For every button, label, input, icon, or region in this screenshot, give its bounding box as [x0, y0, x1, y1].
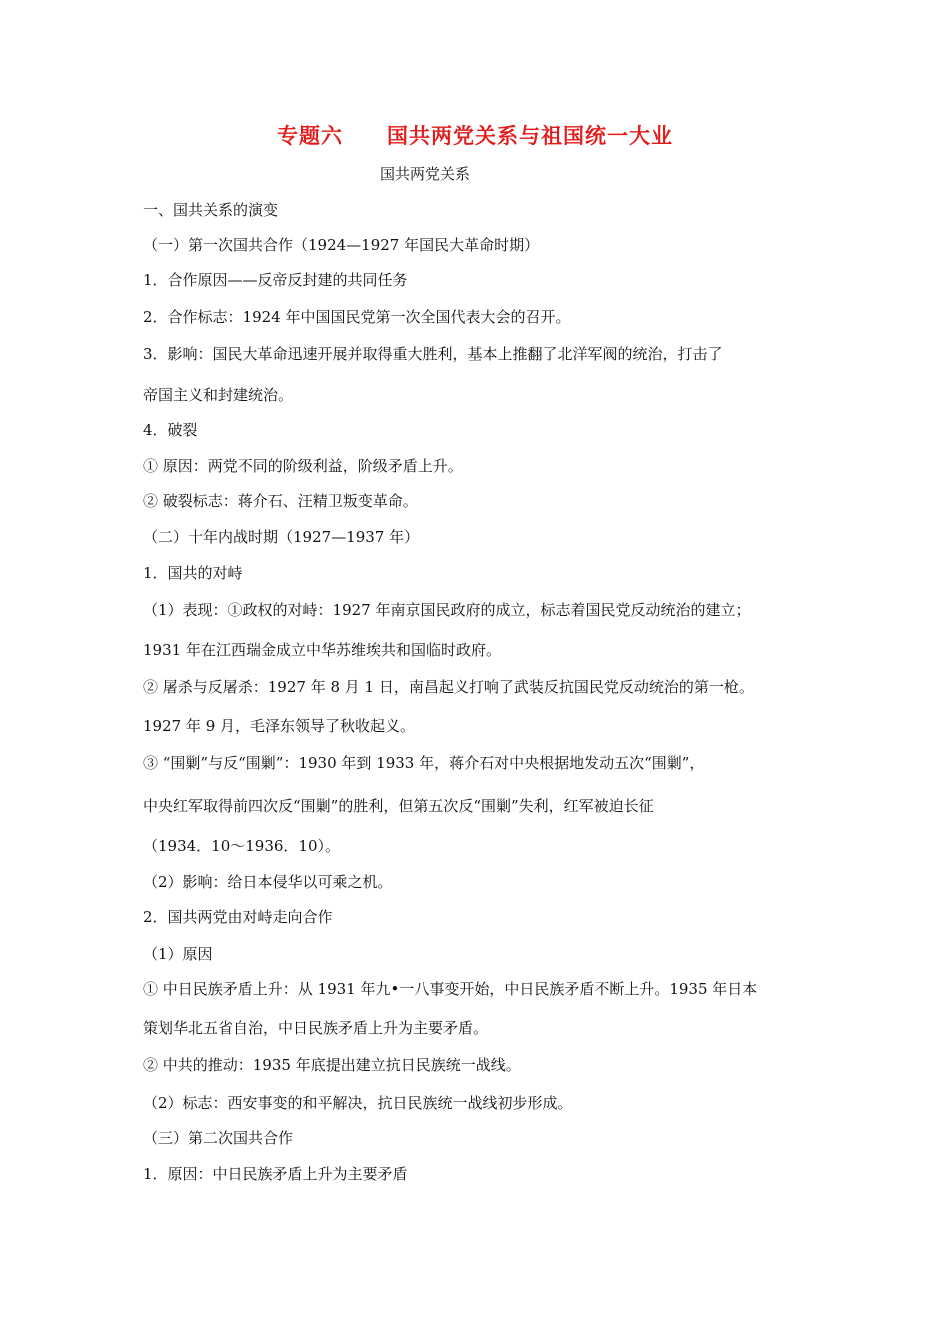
text-line: 2．国共两党由对峙走向合作: [143, 908, 333, 926]
text-line: （2）影响：给日本侵华以可乘之机。: [143, 873, 393, 891]
document-subtitle: 国共两党关系: [380, 165, 471, 183]
text-line: ② 中共的推动：1935 年底提出建立抗日民族统一战线。: [143, 1056, 521, 1074]
text-line: 1．原因：中日民族矛盾上升为主要矛盾: [143, 1165, 408, 1183]
text-line: ② 破裂标志：蒋介石、汪精卫叛变革命。: [143, 492, 418, 510]
text-line: 策划华北五省自治，中日民族矛盾上升为主要矛盾。: [143, 1019, 489, 1037]
text-line: 1．国共的对峙: [143, 564, 243, 582]
text-line: 1927 年 9 月，毛泽东领导了秋收起义。: [143, 717, 416, 735]
text-line: ③ “围剿”与反“围剿”：1930 年到 1933 年，蒋介石对中央根据地发动五次“围剿”，: [143, 754, 705, 772]
text-line: ① 中日民族矛盾上升：从 1931 年九•一八事变开始，中日民族矛盾不断上升。1935 年日本: [143, 980, 758, 998]
text-line: ① 原因：两党不同的阶级利益，阶级矛盾上升。: [143, 457, 463, 475]
text-line: 中央红军取得前四次反“围剿”的胜利，但第五次反“围剿”失利，红军被迫长征: [143, 797, 654, 815]
subsection-heading: （三）第二次国共合作: [143, 1129, 294, 1147]
text-line: （1934．10～1936．10）。: [143, 837, 341, 855]
subsection-heading: （二）十年内战时期（1927—1937 年）: [143, 528, 420, 546]
text-line: （1）原因: [143, 945, 213, 963]
subsection-heading: （一）第一次国共合作（1924—1927 年国民大革命时期）: [143, 236, 540, 254]
section-heading: 一、国共关系的演变: [143, 201, 279, 219]
text-line: 4．破裂: [143, 421, 198, 439]
text-line: 3．影响：国民大革命迅速开展并取得重大胜利，基本上推翻了北洋军阀的统治，打击了: [143, 345, 723, 363]
text-line: 2．合作标志：1924 年中国国民党第一次全国代表大会的召开。: [143, 308, 571, 326]
text-line: ② 屠杀与反屠杀：1927 年 8 月 1 日，南昌起义打响了武装反抗国民党反动统治的第一枪。: [143, 678, 754, 696]
text-line: 帝国主义和封建统治。: [143, 386, 294, 404]
text-line: 1931 年在江西瑞金成立中华苏维埃共和国临时政府。: [143, 641, 501, 659]
text-line: （1）表现：①政权的对峙：1927 年南京国民政府的成立，标志着国民党反动统治的建立；: [143, 601, 751, 619]
document-title: 专题六 国共两党关系与祖国统一大业: [277, 124, 673, 148]
text-line: （2）标志：西安事变的和平解决，抗日民族统一战线初步形成。: [143, 1094, 573, 1112]
text-line: 1．合作原因——反帝反封建的共同任务: [143, 271, 408, 289]
